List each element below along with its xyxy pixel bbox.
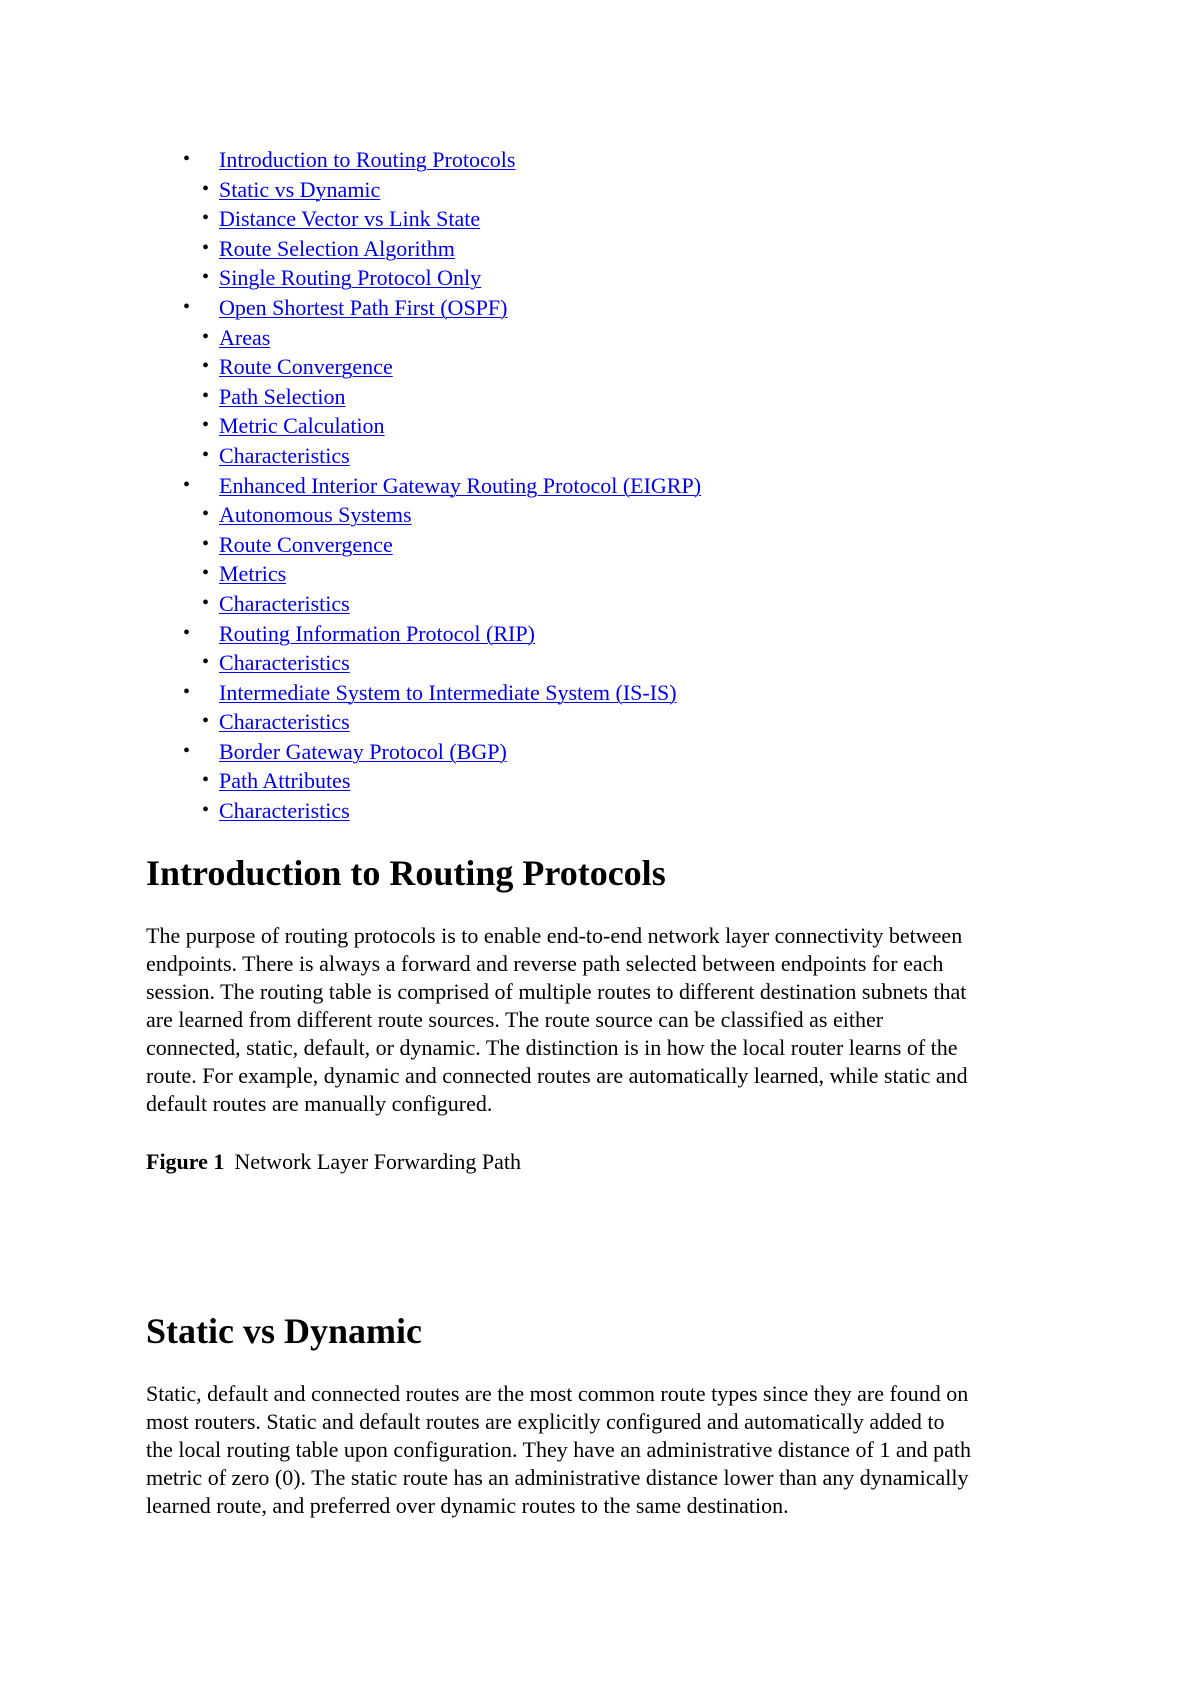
toc-item	[0, 619, 1200, 649]
toc-link[interactable]: Enhanced Interior Gateway Routing Protocol (EIGRP)	[219, 472, 702, 498]
toc-link[interactable]: Path Selection	[219, 383, 346, 409]
bullet-icon: •	[202, 266, 210, 289]
bullet-icon: •	[183, 621, 191, 644]
toc-subitem	[0, 411, 1200, 441]
paragraph-line: the local routing table upon configuration. They have an administrative distance of 1 and path	[146, 1437, 971, 1462]
toc-subitem	[0, 204, 1200, 234]
paragraph-line: learned route, and preferred over dynamic routes to the same destination.	[146, 1493, 789, 1518]
toc-link[interactable]: Characteristics	[219, 798, 350, 824]
bullet-icon: •	[183, 473, 191, 496]
toc-item	[0, 293, 1200, 323]
section-paragraph-static-vs-dynamic	[146, 1380, 1076, 1520]
toc-item	[0, 471, 1200, 501]
bullet-icon: •	[202, 591, 210, 614]
bullet-icon: •	[202, 177, 210, 200]
toc-item	[0, 737, 1200, 767]
section-heading-static-vs-dynamic: Static vs Dynamic	[146, 1311, 422, 1351]
toc-subitem	[0, 263, 1200, 293]
paragraph-line: endpoints. There is always a forward and reverse path selected between endpoints for each	[146, 951, 944, 976]
paragraph-line: connected, static, default, or dynamic. The distinction is in how the local router learns of the	[146, 1035, 958, 1060]
bullet-icon: •	[202, 414, 210, 437]
figure-caption	[146, 1148, 521, 1176]
toc-subitem	[0, 589, 1200, 619]
bullet-icon: •	[202, 562, 210, 585]
bullet-icon: •	[183, 148, 191, 170]
paragraph-line: The purpose of routing protocols is to enable end-to-end network layer connectivity between	[146, 923, 963, 948]
paragraph-line: most routers. Static and default routes are explicitly configured and automatically added to	[146, 1409, 945, 1434]
toc-item	[0, 145, 1200, 175]
paragraph-line: metric of zero (0). The static route has an administrative distance lower than any dynamically	[146, 1465, 969, 1490]
toc-link[interactable]: Static vs Dynamic	[219, 176, 381, 202]
bullet-icon: •	[202, 710, 210, 733]
toc-link[interactable]: Route Convergence	[219, 531, 393, 557]
toc-link[interactable]: Metric Calculation	[219, 413, 385, 439]
toc-subitem	[0, 382, 1200, 412]
toc-subitem	[0, 648, 1200, 678]
bullet-icon: •	[202, 384, 210, 407]
toc-subitem	[0, 441, 1200, 471]
paragraph-line: session. The routing table is comprised of multiple routes to different destination subnets that	[146, 979, 967, 1004]
bullet-icon: •	[183, 295, 191, 318]
toc-link[interactable]: Metrics	[219, 561, 287, 587]
toc-item	[0, 678, 1200, 708]
toc-subitem	[0, 352, 1200, 382]
toc-link[interactable]: Introduction to Routing Protocols	[219, 147, 516, 172]
toc-link[interactable]: Route Convergence	[219, 354, 393, 380]
toc-link[interactable]: Intermediate System to Intermediate System (IS-IS)	[219, 679, 677, 705]
toc-link[interactable]: Routing Information Protocol (RIP)	[219, 620, 535, 646]
bullet-icon: •	[202, 207, 210, 230]
toc-link[interactable]: Border Gateway Protocol (BGP)	[219, 738, 507, 764]
toc-link[interactable]: Open Shortest Path First (OSPF)	[219, 294, 508, 320]
paragraph-line: are learned from different route sources. The route source can be classified as either	[146, 1007, 884, 1032]
bullet-icon: •	[202, 443, 210, 466]
toc-subitem	[0, 323, 1200, 353]
section-paragraph-introduction	[146, 922, 1076, 1118]
figure-title: Network Layer Forwarding Path	[234, 1149, 521, 1174]
section-heading-introduction: Introduction to Routing Protocols	[146, 853, 666, 893]
toc-link[interactable]: Route Selection Algorithm	[219, 235, 455, 261]
figure-label: Figure 1	[146, 1149, 225, 1174]
toc-link[interactable]: Characteristics	[219, 590, 350, 616]
toc-link[interactable]: Single Routing Protocol Only	[219, 265, 482, 291]
paragraph-line: Static, default and connected routes are the most common route types since they are found on	[146, 1381, 969, 1406]
toc-link[interactable]: Characteristics	[219, 650, 350, 676]
bullet-icon: •	[202, 503, 210, 526]
bullet-icon: •	[202, 651, 210, 674]
toc-subitem	[0, 707, 1200, 737]
toc-subitem	[0, 559, 1200, 589]
toc-subitem	[0, 796, 1200, 826]
bullet-icon: •	[202, 769, 210, 792]
toc-subitem	[0, 530, 1200, 560]
toc-link[interactable]: Distance Vector vs Link State	[219, 206, 481, 232]
toc-link[interactable]: Autonomous Systems	[219, 502, 412, 528]
bullet-icon: •	[202, 325, 210, 348]
paragraph-line: default routes are manually configured.	[146, 1091, 493, 1116]
toc-link[interactable]: Characteristics	[219, 442, 350, 468]
toc-link[interactable]: Areas	[219, 324, 271, 350]
toc-subitem	[0, 500, 1200, 530]
bullet-icon: •	[202, 236, 210, 259]
bullet-icon: •	[202, 799, 210, 822]
toc-subitem	[0, 766, 1200, 796]
toc-subitem	[0, 234, 1200, 264]
toc-subitem	[0, 175, 1200, 205]
bullet-icon: •	[202, 532, 210, 555]
table-of-contents	[0, 145, 1200, 826]
bullet-icon: •	[183, 680, 191, 703]
bullet-icon: •	[202, 355, 210, 378]
toc-link[interactable]: Path Attributes	[219, 768, 351, 794]
paragraph-line: route. For example, dynamic and connected routes are automatically learned, while static and	[146, 1063, 968, 1088]
bullet-icon: •	[183, 739, 191, 762]
toc-link[interactable]: Characteristics	[219, 709, 350, 735]
